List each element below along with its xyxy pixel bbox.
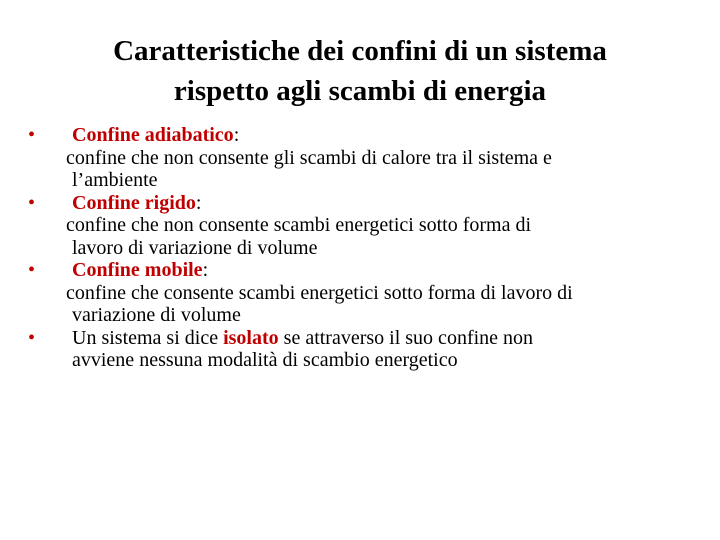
bullet-item — [0, 124, 720, 192]
bullet-description-line-2: lavoro di variazione di volume — [72, 236, 318, 259]
bullet-description-line-2: variazione di volume — [72, 304, 241, 326]
bullet-heading — [0, 124, 720, 147]
bullet-item — [0, 327, 720, 372]
bullet-text-pre: Un sistema si dice — [72, 326, 224, 349]
bullet-marker: • — [28, 259, 36, 281]
bullet-colon: : — [195, 191, 202, 214]
bullet-term: Confine rigido — [72, 191, 196, 214]
bullet-term: Confine adiabatico — [72, 124, 234, 146]
bullet-marker: • — [28, 191, 36, 214]
bullet-colon: : — [233, 124, 240, 146]
bullet-marker: • — [28, 124, 36, 146]
bullet-term: isolato — [223, 326, 279, 349]
bullet-marker: • — [28, 326, 36, 349]
bullet-description-line-1: confine che consente scambi energetici sotto forma di lavoro di — [66, 281, 573, 304]
bullet-item — [0, 259, 720, 327]
bullet-list — [0, 124, 720, 372]
bullet-item — [0, 192, 720, 260]
bullet-description-line-1: confine che non consente gli scambi di calore tra il sistema e — [66, 146, 552, 169]
bullet-sentence-line-1 — [0, 327, 720, 350]
bullet-colon: : — [202, 259, 209, 281]
bullet-description-line-2: l’ambiente — [72, 169, 158, 191]
slide-title-line-1: Caratteristiche dei confini di un sistema — [113, 35, 607, 67]
bullet-text-post: se attraverso il suo confine non — [278, 326, 534, 349]
bullet-sentence-line-2: avviene nessuna modalità di scambio energetico — [72, 349, 458, 371]
bullet-term: Confine mobile — [72, 259, 203, 281]
bullet-description-line-1: confine che non consente scambi energetici sotto forma di — [66, 214, 532, 236]
slide-title — [40, 31, 680, 111]
bullet-heading — [0, 192, 720, 215]
bullet-heading — [0, 259, 720, 282]
slide-title-line-2: rispetto agli scambi di energia — [173, 75, 547, 107]
